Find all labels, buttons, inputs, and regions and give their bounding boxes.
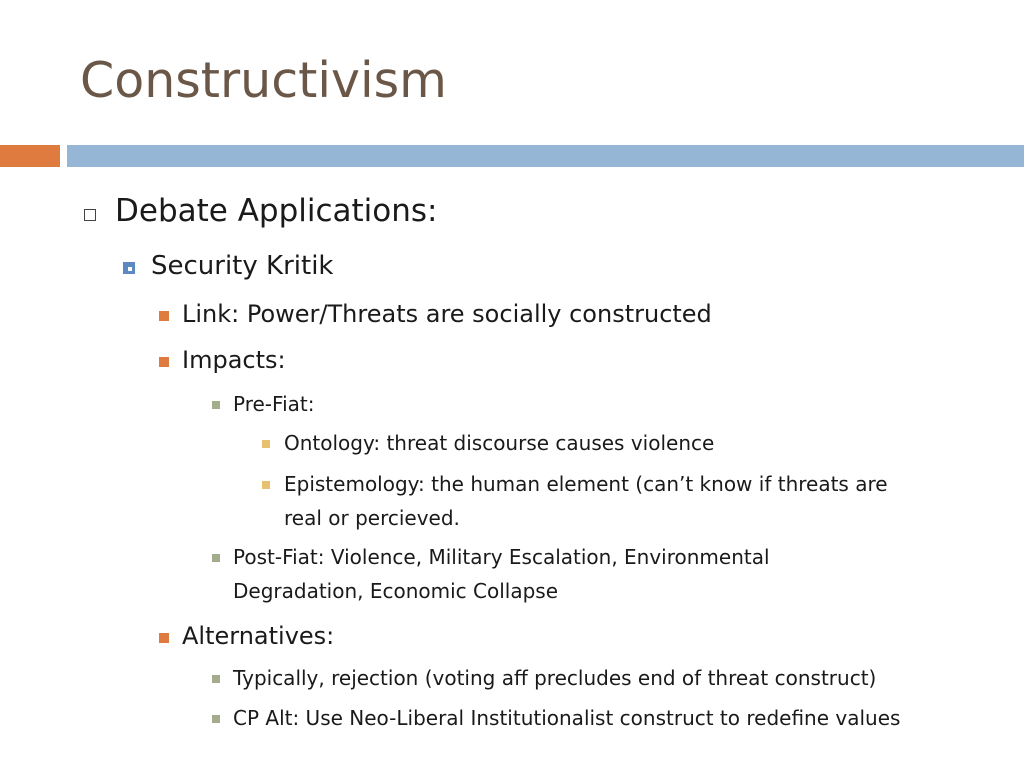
bullet-impacts: Impacts: — [182, 346, 286, 374]
bullet-post-fiat-line1: Post-Fiat: Violence, Military Escalation, Environmental — [233, 545, 770, 569]
bullet-typically: Typically, rejection (voting aff precludes end of threat construct) — [233, 666, 877, 690]
slide-title: Constructivism — [80, 52, 447, 109]
orange-square-bullet-icon — [159, 357, 169, 367]
bullet-ontology: Ontology: threat discourse causes violence — [284, 431, 715, 455]
accent-band-orange — [0, 145, 60, 167]
bullet-link: Link: Power/Threats are socially constructed — [182, 300, 712, 328]
green-square-bullet-icon — [212, 554, 220, 562]
bullet-pre-fiat: Pre-Fiat: — [233, 392, 315, 416]
green-square-bullet-icon — [212, 715, 220, 723]
green-square-bullet-icon — [212, 401, 220, 409]
bullet-post-fiat-line2: Degradation, Economic Collapse — [233, 579, 559, 603]
framed-square-bullet-icon — [123, 262, 135, 274]
yellow-square-bullet-icon — [262, 440, 270, 448]
yellow-square-bullet-icon — [262, 481, 270, 489]
hollow-square-bullet-icon — [84, 209, 96, 221]
bullet-security-kritik: Security Kritik — [151, 251, 334, 281]
bullet-cp-alt: CP Alt: Use Neo-Liberal Institutionalist construct to redefine values — [233, 706, 901, 730]
bullet-debate-applications: Debate Applications: — [115, 193, 438, 229]
bullet-alternatives: Alternatives: — [182, 622, 335, 650]
bullet-epistemology-line1: Epistemology: the human element (can’t know if threats are — [284, 472, 888, 496]
accent-band-blue — [67, 145, 1024, 167]
orange-square-bullet-icon — [159, 633, 169, 643]
orange-square-bullet-icon — [159, 311, 169, 321]
bullet-epistemology-line2: real or percieved. — [284, 506, 460, 530]
green-square-bullet-icon — [212, 675, 220, 683]
